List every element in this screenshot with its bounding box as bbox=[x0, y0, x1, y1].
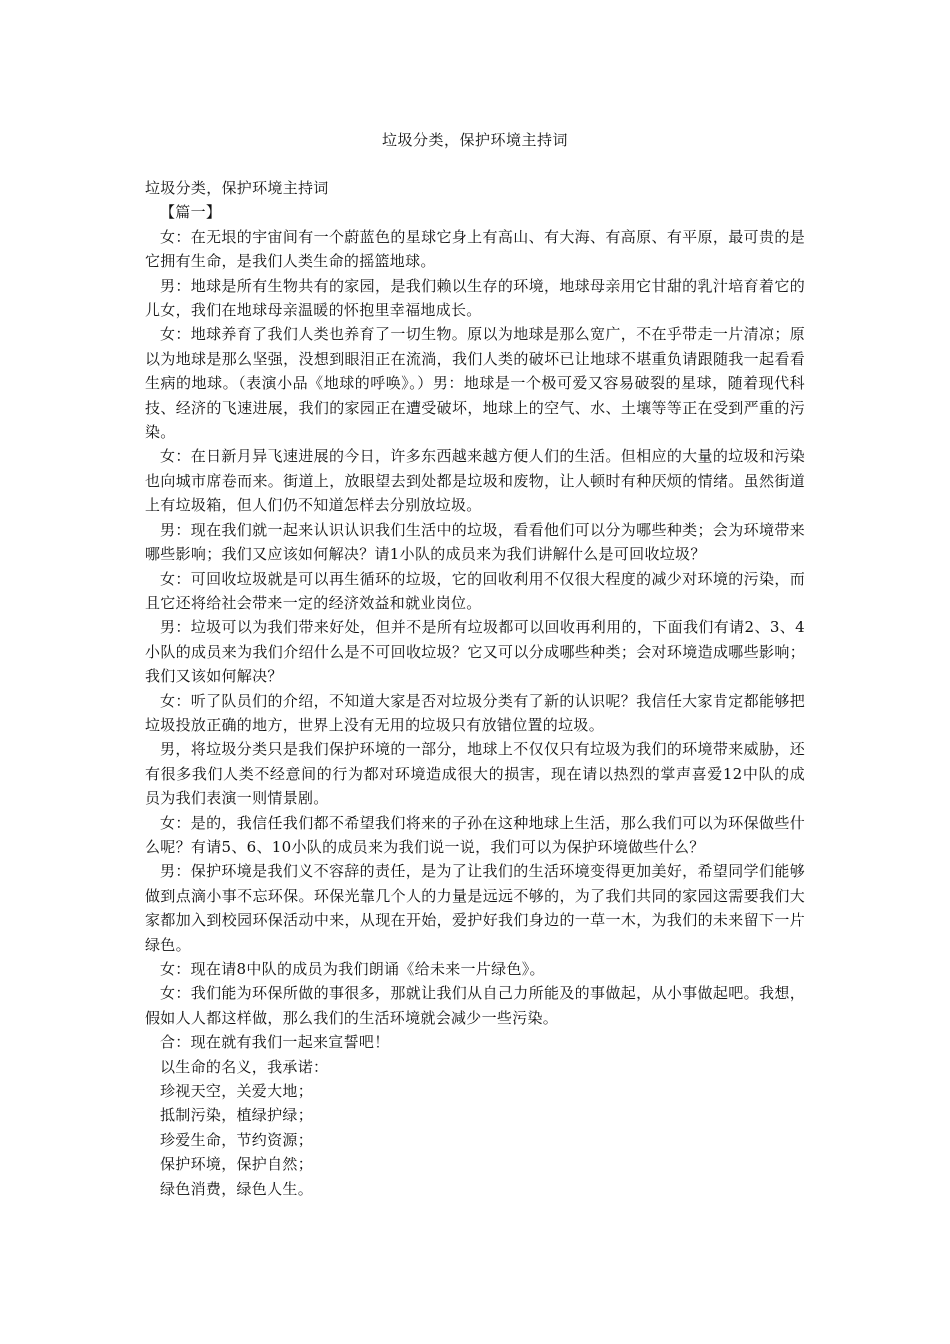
paragraph: 女：现在请8中队的成员为我们朗诵《给未来一片绿色》。 bbox=[160, 960, 545, 978]
vow-line: 珍视天空，关爱大地； bbox=[160, 1082, 314, 1101]
paragraph: 女：在日新月异飞速进展的今日，许多东西越来越方便人们的生活。但相应的大量的垃圾和污染也向城市席卷而来。街道上，放眼望去到处都是垃圾和废物，让人顿时有种厌烦的情绪。虽然街道上有垃圾箱，但人们仍不知道怎样去分别放垃圾。 bbox=[145, 447, 805, 515]
paragraph: 女：地球养育了我们人类也养育了一切生物。原以为地球是那么宽广，不在乎带走一片清凉；原以为地球是那么坚强，没想到眼泪正在流淌，我们人类的破坏已让地球不堪重负请跟随我一起看看生病的地球。（表演小品《地球的呼唤》。）男：地球是一个极可爱又容易破裂的星球，随着现代科技、经济的飞速进展，我们的家园正在遭受破坏，地球上的空气、水、土壤等等正在受到严重的污染。 bbox=[145, 325, 805, 442]
paragraph: 合：现在就有我们一起来宣誓吧！ bbox=[160, 1033, 390, 1052]
document-subtitle: 垃圾分类，保护环境主持词 bbox=[145, 179, 329, 197]
document-title: 垃圾分类，保护环境主持词 bbox=[381, 131, 568, 149]
vow-line: 抵制污染，植绿护绿； bbox=[160, 1106, 314, 1125]
paragraph: 男，将垃圾分类只是我们保护环境的一部分，地球上不仅仅只有垃圾为我们的环境带来威胁，还有很多我们人类不经意间的行为都对环境造成很大的损害，现在请以热烈的掌声喜爱12中队的成员为我们表演一则情景剧。 bbox=[145, 740, 805, 808]
paragraph: 女：我们能为环保所做的事很多，那就让我们从自己力所能及的事做起，从小事做起吧。我想，假如人人都这样做，那么我们的生活环境就会减少一些污染。 bbox=[145, 984, 805, 1027]
section-label: 【篇一】 bbox=[160, 203, 222, 222]
vow-line: 以生命的名义，我承诺： bbox=[160, 1057, 329, 1076]
paragraph: 男：现在我们就一起来认识认识我们生活中的垃圾，看看他们可以分为哪些种类；会为环境带来哪些影响；我们又应该如何解决？请1小队的成员来为我们讲解什么是可回收垃圾？ bbox=[145, 520, 805, 564]
paragraph: 男：保护环境是我们义不容辞的责任，是为了让我们的生活环境变得更加美好，希望同学们能够做到点滴小事不忘环保。环保光靠几个人的力量是远远不够的，为了我们共同的家园这需要我们大家都加入到校园环保活动中来，从现在开始，爱护好我们身边的一草一木，为我们的未来留下一片绿色。 bbox=[145, 862, 805, 954]
paragraph: 男：垃圾可以为我们带来好处，但并不是所有垃圾都可以回收再利用的，下面我们有请2、3、4小队的成员来为我们介绍什么是不可回收垃圾？它又可以分成哪些种类；会对环境造成哪些影响；我们又该如何解决？ bbox=[145, 618, 805, 686]
vow-line: 珍爱生命，节约资源； bbox=[160, 1130, 314, 1149]
paragraph: 女：听了队员们的介绍，不知道大家是否对垃圾分类有了新的认识呢？我信任大家肯定都能够把垃圾投放正确的地方，世界上没有无用的垃圾只有放错位置的垃圾。 bbox=[145, 691, 805, 734]
paragraph: 男：地球是所有生物共有的家园，是我们赖以生存的环境，地球母亲用它甘甜的乳汁培育着它的儿女，我们在地球母亲温暖的怀抱里幸福地成长。 bbox=[145, 276, 805, 320]
vow-line: 绿色消费，绿色人生。 bbox=[160, 1179, 314, 1198]
paragraph: 女：在无垠的宇宙间有一个蔚蓝色的星球它身上有高山、有大海、有高原、有平原，最可贵的是它拥有生命，是我们人类生命的摇篮地球。 bbox=[145, 227, 805, 271]
vow-line: 保护环境，保护自然； bbox=[160, 1155, 314, 1174]
paragraph: 女：是的，我信任我们都不希望我们将来的子孙在这种地球上生活，那么我们可以为环保做些什么呢？有请5、6、10小队的成员来为我们说一说，我们可以为保护环境做些什么？ bbox=[145, 813, 805, 856]
paragraph: 女：可回收垃圾就是可以再生循环的垃圾，它的回收利用不仅很大程度的减少对环境的污染，而且它还将给社会带来一定的经济效益和就业岗位。 bbox=[145, 569, 805, 612]
document-body bbox=[145, 176, 805, 1201]
